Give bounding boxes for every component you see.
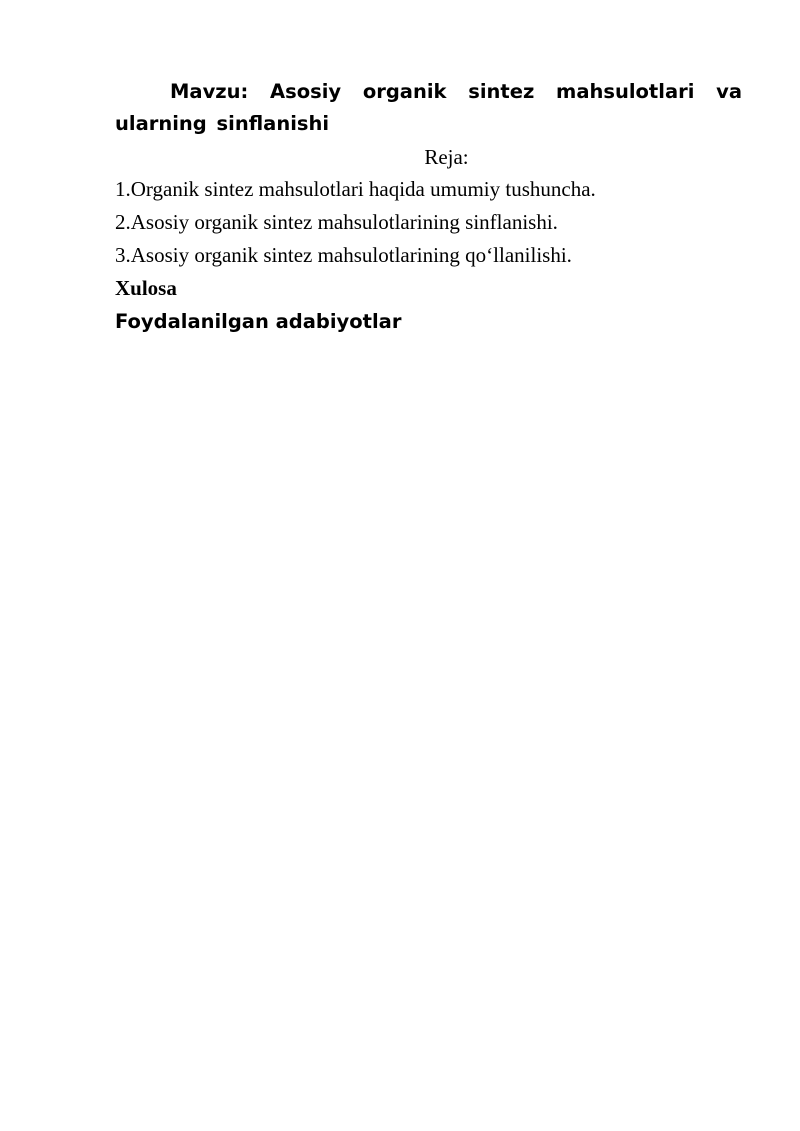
- plan-item-2: 2.Asosiy organik sintez mahsulotlarining sinflanishi.: [115, 210, 558, 234]
- plan-item-3: 3.Asosiy organik sintez mahsulotlarining qo‘llanilishi.: [115, 243, 572, 267]
- references-heading: Foydalanilgan adabiyotlar: [115, 310, 402, 333]
- plan-item-1: 1.Organik sintez mahsulotlari haqida umumiy tushuncha.: [115, 177, 596, 201]
- conclusion-heading: Xulosa: [115, 276, 177, 300]
- plan-heading: Reja:: [424, 145, 469, 169]
- document-content: [115, 76, 742, 339]
- document-title: Mavzu: Asosiy organik sintez mahsulotlari va ularning sinflanishi: [115, 80, 742, 135]
